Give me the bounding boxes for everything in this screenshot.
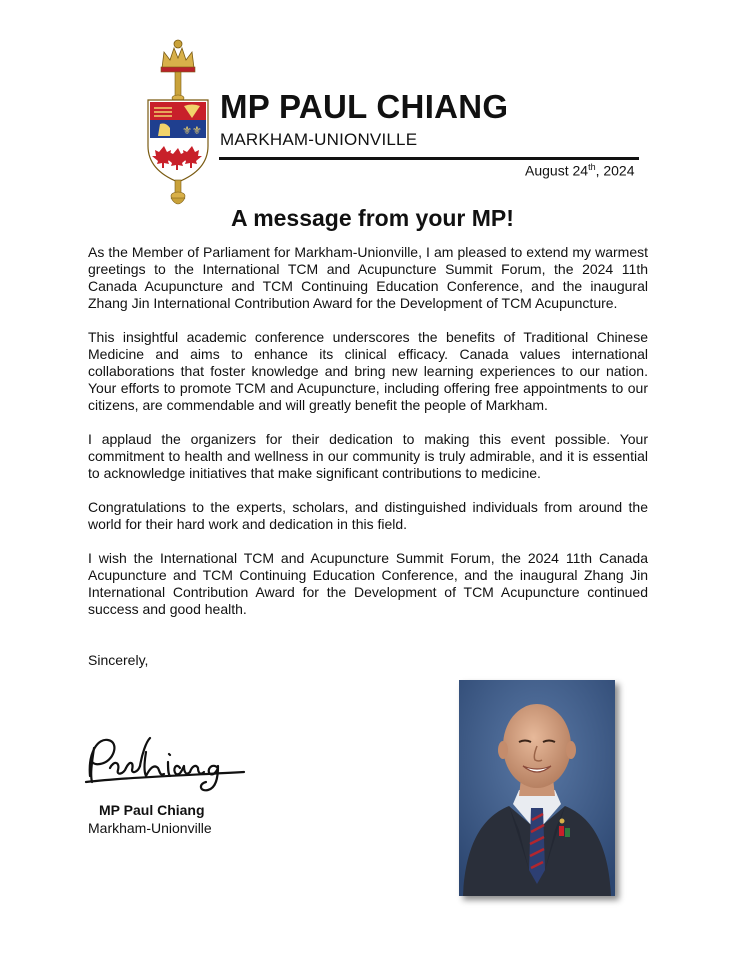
body-paragraph: This insightful academic conference underscores the benefits of Traditional Chinese Medicine and aims to enhance its clinical efficacy. Canada values international collaborations that foster knowledge and bring new learning experiences to our nation. Your efforts to promote TCM and Acupuncture, including offering free appointments to our citizens, are commendable and will greatly benefit the people of Markham.	[88, 329, 648, 413]
date-ordinal: th	[588, 162, 596, 172]
signatory-riding: Markham-Unionville	[88, 820, 212, 836]
date-month-day: August 24	[525, 162, 589, 179]
mp-portrait-photo	[459, 680, 615, 896]
header-divider	[219, 157, 639, 160]
svg-text:⚜⚜: ⚜⚜	[182, 124, 202, 137]
body-paragraph: As the Member of Parliament for Markham-Unionville, I am pleased to extend my warmest greetings to the International TCM and Acupuncture Summit Forum, the 2024 11th Canada Acupuncture and TCM Continuing Education Conference, and the inaugural Zhang Jin International Contribution Award for the Development of TCM Acupuncture.	[88, 244, 648, 311]
house-of-commons-crest-icon	[140, 38, 216, 210]
message-headline: A message from your MP!	[231, 205, 514, 231]
riding-subheading: MARKHAM-UNIONVILLE	[220, 130, 418, 149]
mp-name-heading: MP PAUL CHIANG	[220, 88, 509, 125]
body-paragraph: I applaud the organizers for their dedication to making this event possible. Your commitment to health and wellness in our community is truly admirable, and it is essential to acknowledge initiatives that make significant contributions to medicine.	[88, 431, 648, 481]
letter-body	[88, 244, 648, 635]
signatory-name: MP Paul Chiang	[99, 802, 205, 818]
handwritten-signature	[80, 732, 250, 800]
date-year: , 2024	[595, 162, 635, 179]
letter-date	[525, 162, 635, 179]
body-paragraph: I wish the International TCM and Acupuncture Summit Forum, the 2024 11th Canada Acupuncture and TCM Continuing Education Conference, and the inaugural Zhang Jin International Contribution Award for the Development of TCM Acupuncture continued success and good health.	[88, 550, 648, 617]
closing-salutation: Sincerely,	[88, 652, 149, 668]
body-paragraph: Congratulations to the experts, scholars, and distinguished individuals from around the world for their hard work and dedication in this field.	[88, 499, 648, 532]
